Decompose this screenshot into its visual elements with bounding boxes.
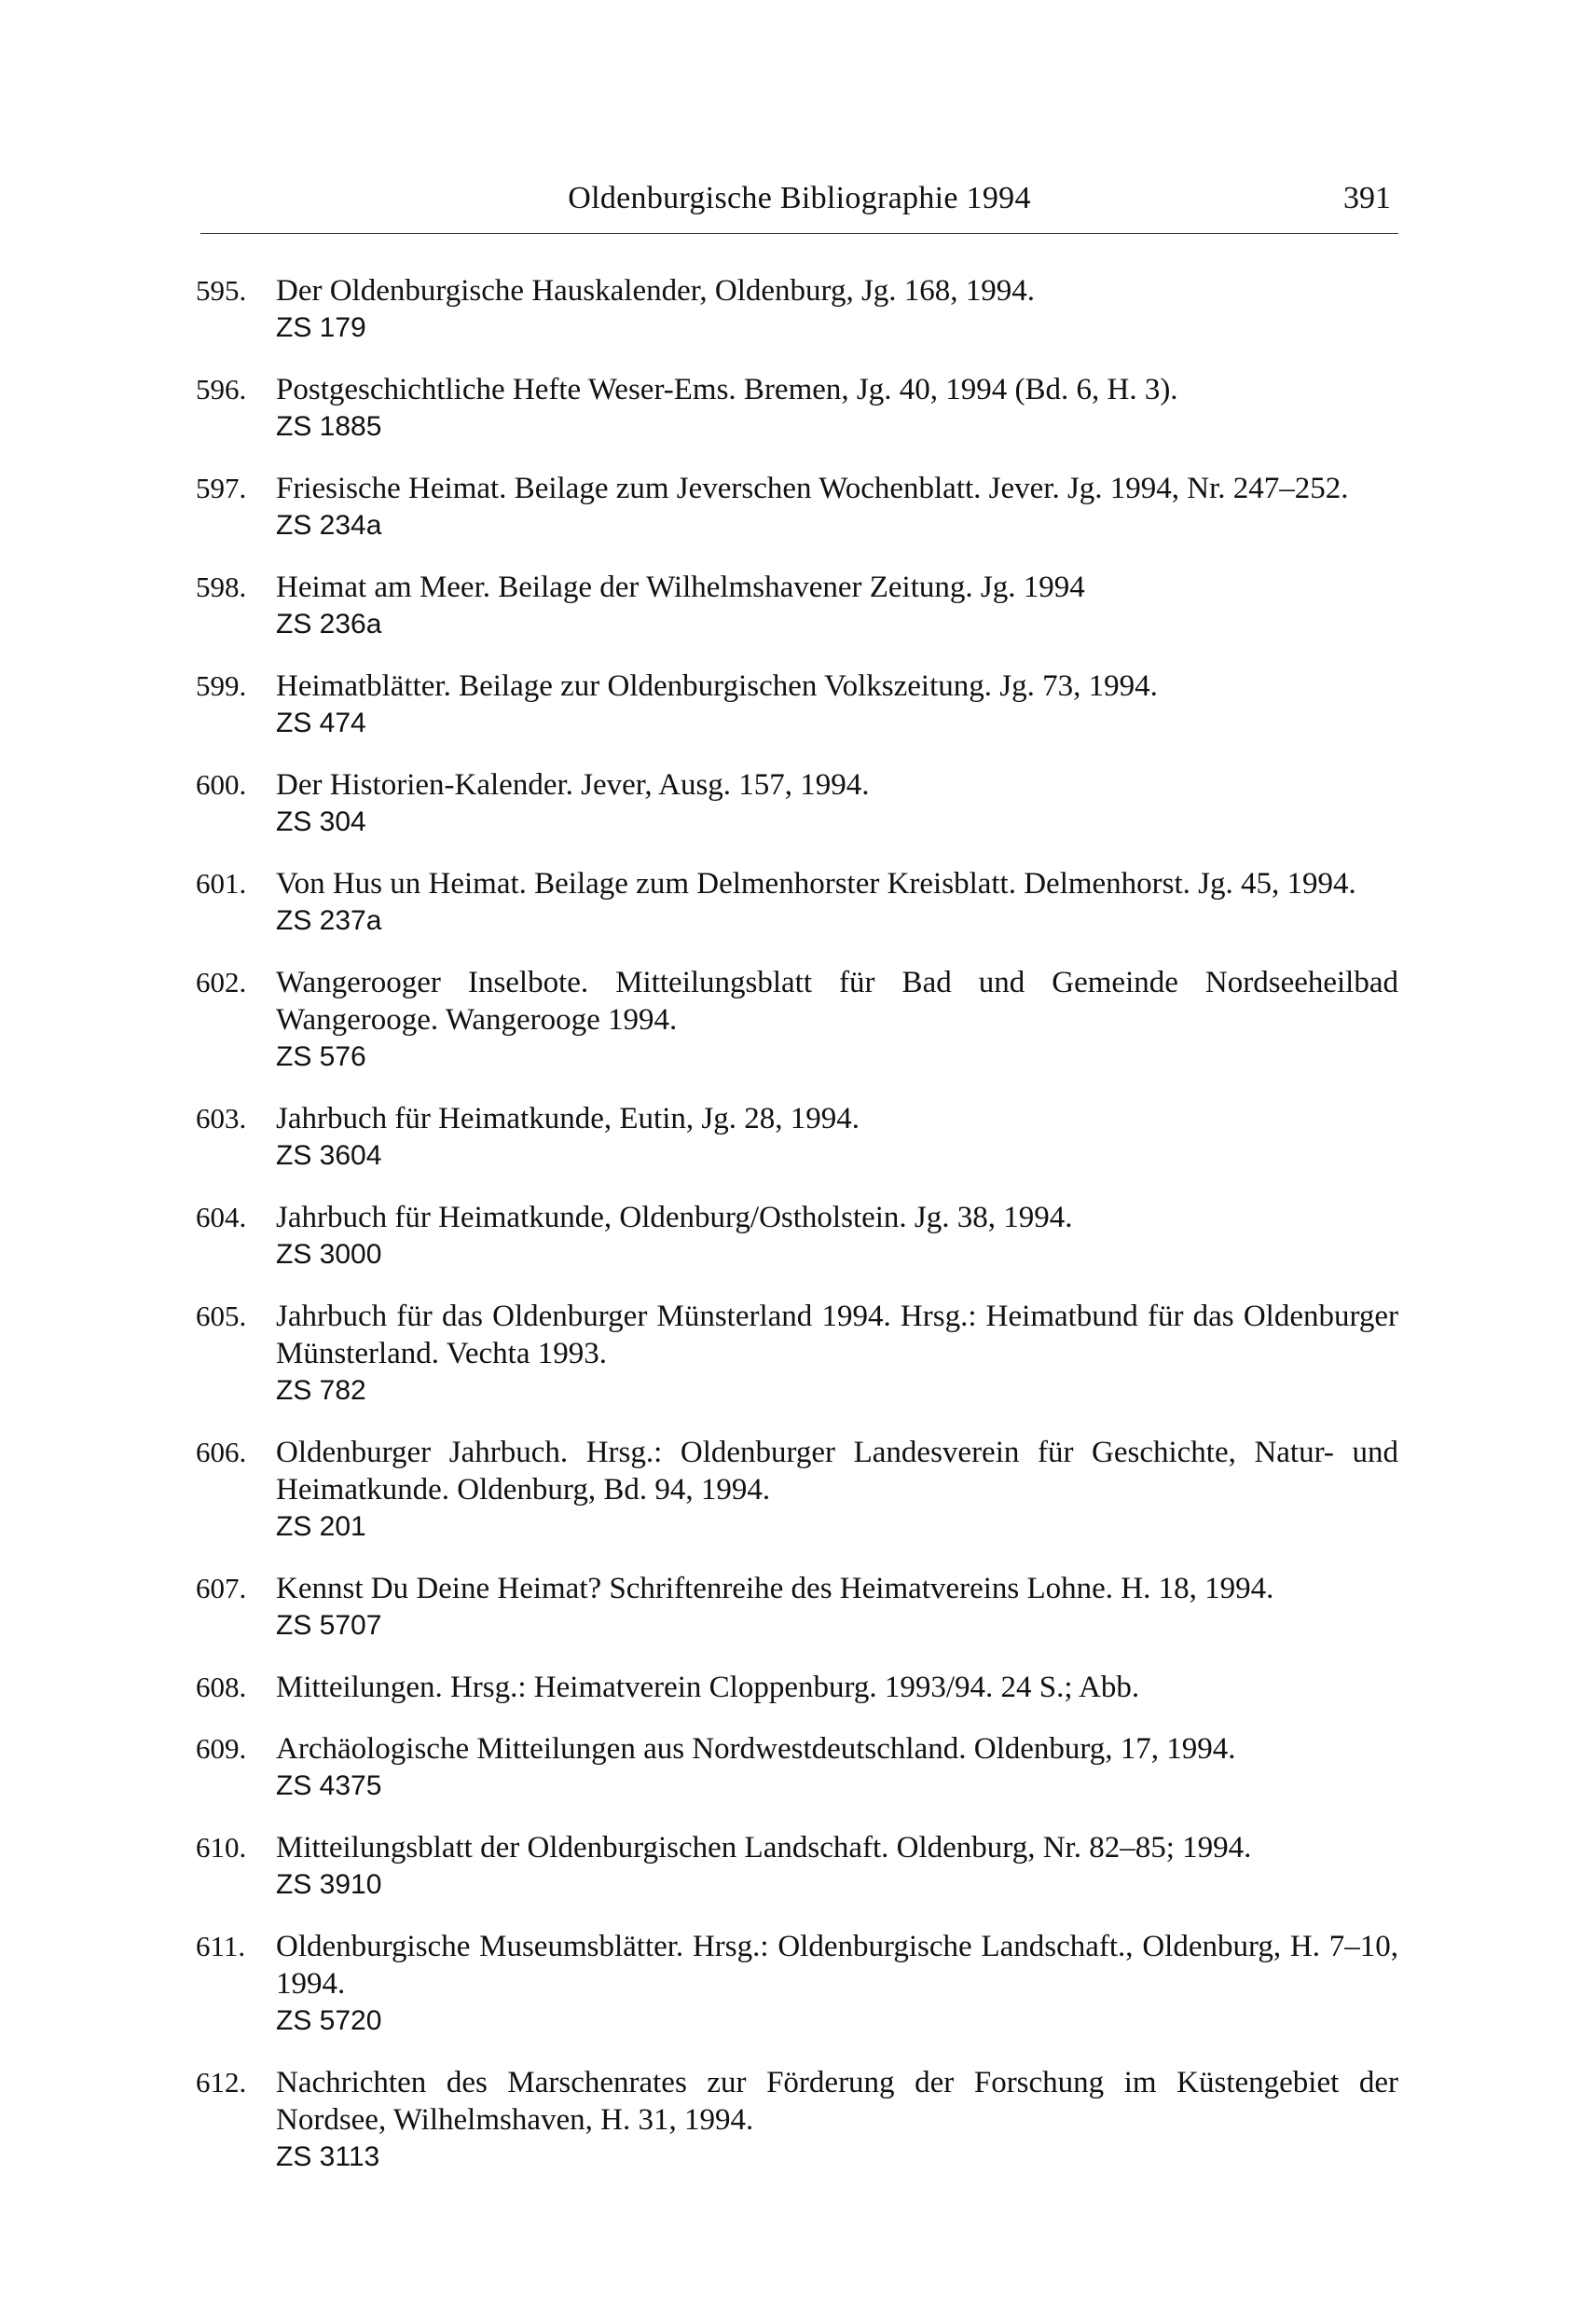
entry-number: 601. <box>196 867 247 900</box>
bibliography-entry <box>196 1829 1408 1904</box>
entry-number: 600. <box>196 768 247 801</box>
entry-text: Der Historien-Kalender. Jever, Ausg. 157, 1994. <box>276 768 870 802</box>
bibliography-entry <box>196 1298 1408 1410</box>
entry-shelfmark: ZS 5720 <box>276 2005 382 2036</box>
entry-text: Von Hus un Heimat. Beilage zum Delmenhorster Kreisblatt. Delmenhorst. Jg. 45, 1994. <box>276 867 1356 901</box>
page-number: 391 <box>1343 181 1391 215</box>
entry-number: 612. <box>196 2066 247 2099</box>
entry-shelfmark: ZS 3000 <box>276 1239 382 1270</box>
entry-text: Oldenburgische Museumsblätter. Hrsg.: Oldenburgische Landschaft., Oldenburg, H. 7–10, 1994. <box>276 1930 1398 2001</box>
entry-number: 597. <box>196 472 247 504</box>
entry-text: Mitteilungen. Hrsg.: Heimatverein Cloppenburg. 1993/94. 24 S.; Abb. <box>276 1671 1140 1704</box>
entry-shelfmark: ZS 576 <box>276 1041 366 1072</box>
entry-text: Der Oldenburgische Hauskalender, Oldenburg, Jg. 168, 1994. <box>276 274 1036 308</box>
bibliography-entry <box>196 2064 1408 2176</box>
running-header <box>200 170 1398 235</box>
bibliography-entry <box>196 1730 1408 1805</box>
entry-text: Heimatblätter. Beilage zur Oldenburgischen Volkszeitung. Jg. 73, 1994. <box>276 669 1158 703</box>
entry-shelfmark: ZS 201 <box>276 1511 366 1542</box>
entry-text: Friesische Heimat. Beilage zum Jeverschen Wochenblatt. Jever. Jg. 1994, Nr. 247–252. <box>276 472 1349 505</box>
bibliography-entry <box>196 1434 1408 1546</box>
entry-number: 599. <box>196 669 247 702</box>
entry-shelfmark: ZS 5707 <box>276 1610 382 1641</box>
entry-number: 603. <box>196 1102 247 1135</box>
entry-shelfmark: ZS 237a <box>276 905 382 936</box>
header-title: Oldenburgische Bibliographie 1994 <box>568 181 1031 215</box>
bibliography-entry <box>196 1669 1408 1706</box>
entry-number: 608. <box>196 1671 247 1703</box>
entry-shelfmark: ZS 179 <box>276 312 366 343</box>
bibliography-entry <box>196 964 1408 1076</box>
entry-text: Heimat am Meer. Beilage der Wilhelmshavener Zeitung. Jg. 1994 <box>276 571 1085 604</box>
entry-text: Postgeschichtliche Hefte Weser-Ems. Bremen, Jg. 40, 1994 (Bd. 6, H. 3). <box>276 373 1178 406</box>
bibliography-entry <box>196 1199 1408 1273</box>
entry-text: Archäologische Mitteilungen aus Nordwestdeutschland. Oldenburg, 17, 1994. <box>276 1732 1236 1766</box>
entry-number: 610. <box>196 1831 247 1864</box>
entry-number: 602. <box>196 966 247 998</box>
entry-shelfmark: ZS 234a <box>276 510 382 541</box>
entry-text: Oldenburger Jahrbuch. Hrsg.: Oldenburger Landesverein für Geschichte, Natur- und Heimatkunde. Oldenburg, Bd. 94, 1994. <box>276 1436 1398 1507</box>
entry-text: Jahrbuch für Heimatkunde, Eutin, Jg. 28, 1994. <box>276 1102 860 1135</box>
bibliography-entry <box>196 1928 1408 2040</box>
entry-number: 598. <box>196 571 247 603</box>
entry-number: 611. <box>196 1930 246 1962</box>
entry-text: Wangerooger Inselbote. Mitteilungsblatt für Bad und Gemeinde Nordseeheilbad Wangerooge. Wangerooge 1994. <box>276 966 1398 1037</box>
entry-number: 606. <box>196 1436 247 1468</box>
bibliography-entry <box>196 569 1408 643</box>
entry-number: 607. <box>196 1572 247 1604</box>
entry-number: 596. <box>196 373 247 406</box>
entry-shelfmark: ZS 304 <box>276 806 366 837</box>
entry-shelfmark: ZS 3113 <box>276 2141 380 2172</box>
entry-text: Jahrbuch für das Oldenburger Münsterland 1994. Hrsg.: Heimatbund für das Oldenburger Münsterland. Vechta 1993. <box>276 1300 1398 1370</box>
bibliography-entry <box>196 865 1408 940</box>
entry-text: Nachrichten des Marschenrates zur Förderung der Forschung im Küstengebiet der Nordsee, Wilhelmshaven, H. 31, 1994. <box>276 2066 1398 2137</box>
entry-shelfmark: ZS 3604 <box>276 1140 382 1171</box>
bibliography-list <box>196 272 1408 2200</box>
bibliography-entry <box>196 1570 1408 1645</box>
entry-text: Mitteilungsblatt der Oldenburgischen Landschaft. Oldenburg, Nr. 82–85; 1994. <box>276 1831 1252 1865</box>
entry-number: 595. <box>196 274 247 307</box>
bibliography-entry <box>196 272 1408 347</box>
bibliography-entry <box>196 667 1408 742</box>
entry-number: 605. <box>196 1300 247 1332</box>
bibliography-entry <box>196 470 1408 544</box>
entry-shelfmark: ZS 4375 <box>276 1770 382 1801</box>
entry-shelfmark: ZS 1885 <box>276 411 382 442</box>
entry-number: 609. <box>196 1732 247 1765</box>
entry-shelfmark: ZS 474 <box>276 708 366 738</box>
header-rule <box>200 233 1398 234</box>
entry-shelfmark: ZS 782 <box>276 1375 366 1406</box>
entry-shelfmark: ZS 3910 <box>276 1869 382 1900</box>
entry-text: Kennst Du Deine Heimat? Schriftenreihe des Heimatvereins Lohne. H. 18, 1994. <box>276 1572 1274 1605</box>
bibliography-entry <box>196 371 1408 446</box>
entry-text: Jahrbuch für Heimatkunde, Oldenburg/Ostholstein. Jg. 38, 1994. <box>276 1201 1073 1234</box>
entry-shelfmark: ZS 236a <box>276 609 382 640</box>
bibliography-entry <box>196 766 1408 841</box>
bibliography-entry <box>196 1100 1408 1175</box>
entry-number: 604. <box>196 1201 247 1233</box>
